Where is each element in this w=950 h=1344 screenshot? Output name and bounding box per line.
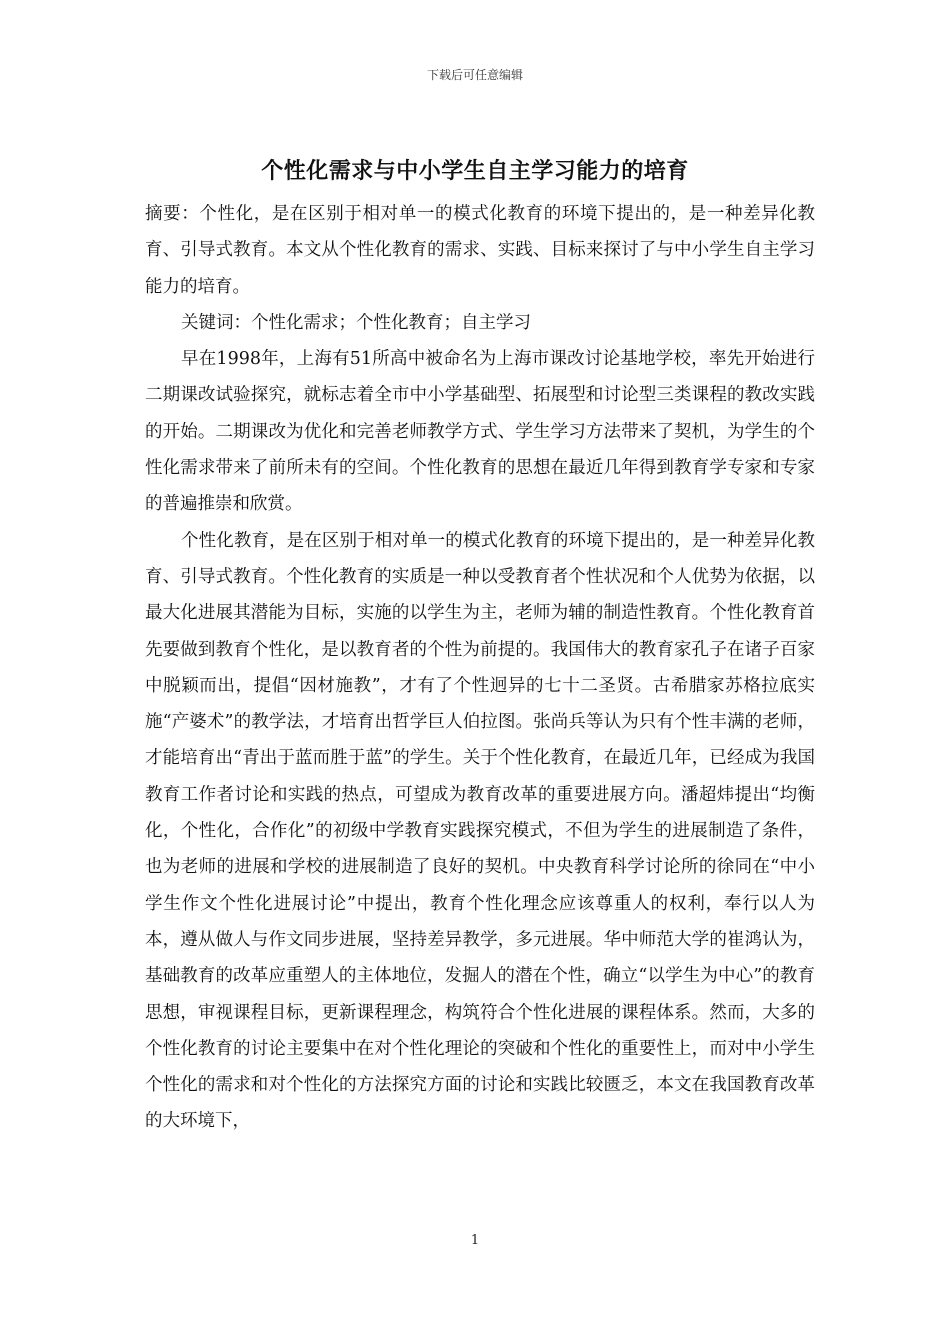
body-paragraph-2: 个性化教育，是在区别于相对单一的模式化教育的环境下提出的，是一种差异化教育、引导式教育。个性化教育的实质是一种以受教育者个性状况和个人优势为依据，以最大化进展其潜能为目标，实施的以学生为主，老师为辅的制造性教育。个性化教育首先要做到教育个性化，是以教育者的个性为前提的。我国伟大的教育家孔子在诸子百家中脱颖而出，提倡“因材施教”，才有了个性迥异的七十二圣贤。古希腊家苏格拉底实施“产婆术”的教学法，才培育出哲学巨人伯拉图。张尚兵等认为只有个性丰满的老师，才能培育出“青出于蓝而胜于蓝”的学生。关于个性化教育，在最近几年，已经成为我国教育工作者讨论和实践的热点，可望成为教育改革的重要进展方向。潘超炜提出“均衡化，个性化，合作化”的初级中学教育实践探究模式，不但为学生的进展制造了条件，也为老师的进展和学校的进展制造了良好的契机。中央教育科学讨论所的徐同在“中小学生作文个性化进展讨论”中提出，教育个性化理念应该尊重人的权利，奉行以人为本，遵从做人与作文同步进展，坚持差异教学，多元进展。华中师范大学的崔鸿认为，基础教育的改革应重塑人的主体地位，发掘人的潜在个性，确立“以学生为中心”的教育思想，审视课程目标，更新课程理念，构筑符合个性化进展的课程体系。然而，大多的个性化教育的讨论主要集中在对个性化理论的突破和个性化的重要性上，而对中小学生个性化的需求和对个性化的方法探究方面的讨论和实践比较匮乏，本文在我国教育改革的大环境下， bbox=[145, 530, 815, 1132]
abstract-paragraph: 摘要：个性化，是在区别于相对单一的模式化教育的环境下提出的，是一种差异化教育、引导式教育。本文从个性化教育的需求、实践、目标来探讨了与中小学生自主学习能力的培育。 bbox=[145, 204, 815, 297]
body-paragraph-1: 早在1998年，上海有51所高中被命名为上海市课改讨论基地学校，率先开始进行二期课改试验探究，就标志着全市中小学基础型、拓展型和讨论型三类课程的教改实践的开始。二期课改为优化和完善老师教学方式、学生学习方法带来了契机，为学生的个性化需求带来了前所未有的空间。个性化教育的思想在最近几年得到教育学专家和专家的普遍推崇和欣赏。 bbox=[145, 349, 815, 515]
document-title: 个性化需求与中小学生自主学习能力的培育 bbox=[261, 159, 689, 184]
page-header: 下载后可任意编辑 bbox=[426, 68, 523, 82]
page-number: 1 bbox=[470, 1233, 480, 1248]
keywords-paragraph: 关键词：个性化需求；个性化教育；自主学习 bbox=[181, 312, 531, 333]
document-body bbox=[145, 196, 815, 1140]
